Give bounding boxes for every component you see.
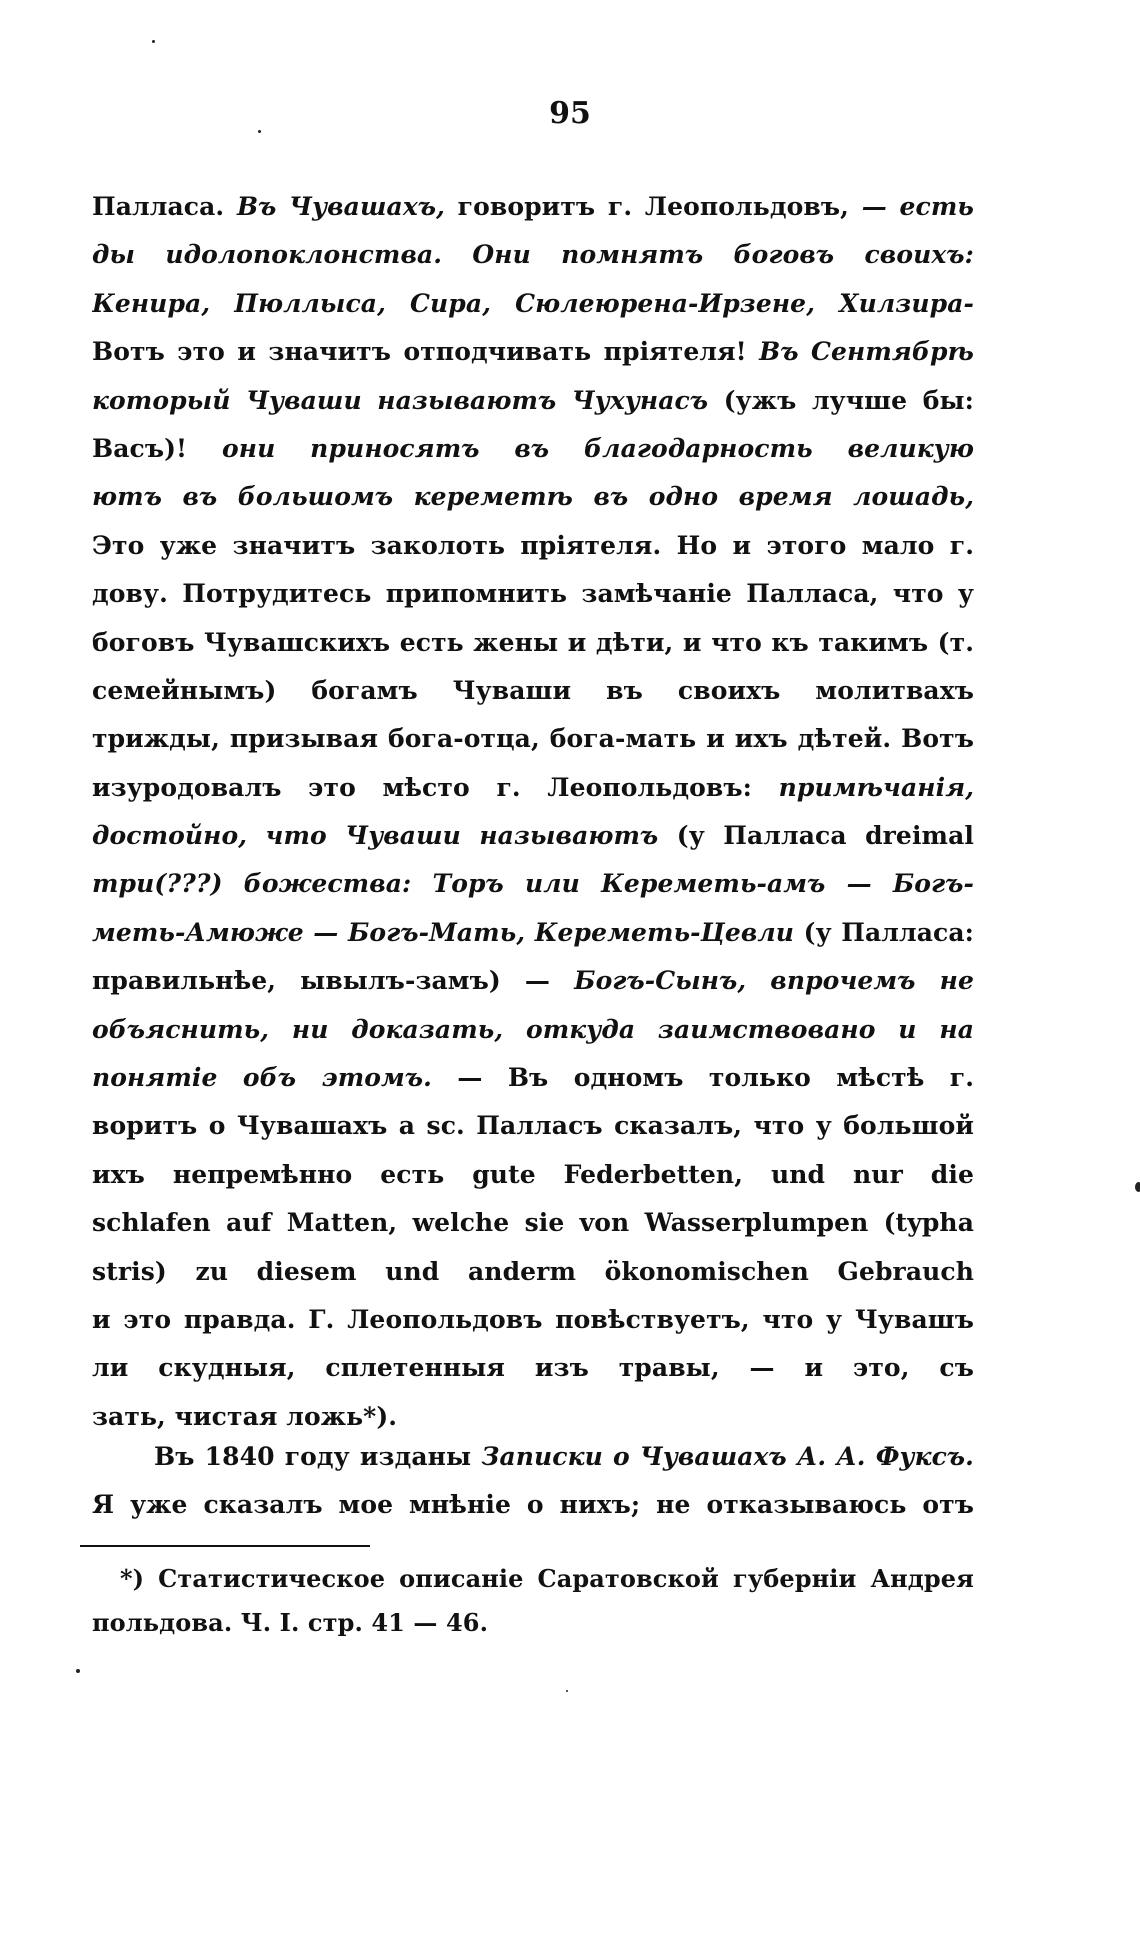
roman-run: ли скудныя, сплетенныя изъ травы, — и это, съ [92,1353,974,1383]
text-line [92,1481,974,1529]
roman-run: Въ 1840 году изданы [154,1442,482,1471]
italic-run: — есть [861,192,974,221]
text-line [92,812,974,860]
roman-run: трижды, призывая бога-отца, бога-мать и ихъ дѣтей. Вотъ [92,724,974,754]
roman-run: зать, чистая ложь*). [92,1401,398,1431]
text-line [92,909,974,957]
italic-run: Богъ-Сынъ, впрочемъ не [574,966,974,996]
text-line [92,957,974,1005]
italic-run: объяснить, ни доказать, откуда заимствовано и на [92,1014,974,1044]
roman-run: schlafen auf Matten, welche sie von Wasserplumpen (typha [92,1208,974,1238]
roman-run: Палласа. [92,192,237,221]
roman-run: — Въ одномъ только мѣстѣ г. [457,1063,974,1093]
roman-run: stris) zu diesem und anderm ökonomischen Gebrauch [92,1256,974,1286]
roman-run: польдова. Ч. I. стр. 41 — 46. [92,1608,489,1637]
roman-run: боговъ Чувашскихъ есть жены и дѣти, и что къ такимъ (т. [92,627,974,657]
main-paragraph [92,183,974,1441]
roman-run: ихъ непремѣнно есть gute Federbetten, und nur die [92,1159,974,1189]
text-line [92,280,974,328]
text-line [92,1601,974,1645]
text-line [92,1102,974,1150]
text-line [92,522,974,570]
roman-run: (у Палласа: [803,917,974,947]
text-line [92,1248,974,1296]
roman-run: Я уже сказалъ мое мнѣніе о нихъ; не отказываюсь отъ [92,1490,974,1520]
italic-run: который Чуваши называютъ Чухунасъ [92,385,709,415]
italic-run: ютъ въ большомъ кереметѣ въ одно время лошадь, [92,482,974,512]
roman-run: правильнѣе, ывылъ-замъ) — [92,966,575,996]
text-line [92,764,974,812]
italic-run: примѣчанія, [778,772,974,802]
italic-run: Записки о Чувашахъ А. А. Фуксъ. [481,1442,974,1471]
text-line [92,570,974,618]
italic-run: меть-Амюже — Богъ-Мать, Кереметь-Цевли [92,917,795,947]
text-line [92,328,974,376]
second-paragraph [92,1433,974,1530]
italic-run: понятіе объ этомъ. [92,1063,432,1093]
text-line [92,1151,974,1199]
text-line [92,1433,974,1481]
italic-run: три(???) божества: Торъ или Кереметь-амъ — Богъ- [92,869,974,899]
page-number: 95 [549,96,591,131]
text-line [92,473,974,521]
roman-run: (ужъ лучше бы: [723,385,974,415]
text-line [92,1054,974,1102]
roman-run: *) Статистическое описаніе Саратовской губерніи Андрея [120,1564,974,1593]
footnote-divider [80,1545,370,1547]
roman-run: и это правда. Г. Леопольдовъ повѣствуетъ, что у Чувашъ [92,1304,974,1334]
italic-run: они приносятъ въ благодарность великую [221,433,974,463]
text-line [92,1199,974,1247]
text-line [92,425,974,473]
roman-run: говоритъ г. Леопольдовъ, [444,192,862,221]
roman-run: изуродовалъ это мѣсто г. Леопольдовъ: [92,772,779,802]
text-line [92,619,974,667]
roman-run: Васъ)! [92,433,222,463]
roman-run: Вотъ это и значитъ отподчивать пріятеля! [92,337,760,367]
text-line [92,377,974,425]
italic-run: Кенира, Пюллыса, Сира, Сюлеюрена-Ирзене, Хилзира- [92,288,974,318]
italic-run: Въ Сентябрѣ [759,337,974,367]
text-line [92,667,974,715]
roman-run: Это уже значитъ заколоть пріятеля. Но и этого мало г. [92,530,974,560]
text-line [92,1557,974,1601]
roman-run: воритъ о Чувашахъ а sc. Палласъ сказалъ, что у большой [92,1111,974,1141]
roman-run: семейнымъ) богамъ Чуваши въ своихъ молитвахъ [92,675,974,705]
text-line [92,1296,974,1344]
text-line [92,715,974,763]
roman-run: дову. Потрудитесь припомнить замѣчаніе Палласа, что у [92,579,974,609]
footnote [92,1557,974,1645]
text-line [92,860,974,908]
italic-run: ды идолопоклонства. Они помнятъ боговъ своихъ: [92,240,974,270]
text-line [92,183,974,231]
italic-run: Въ Чувашахъ, [236,192,445,221]
text-line [92,1006,974,1054]
roman-run: (у Палласа dreimal [676,821,974,851]
text-line [92,1344,974,1392]
italic-run: достойно, что Чуваши называютъ [92,821,659,851]
text-line [92,231,974,279]
